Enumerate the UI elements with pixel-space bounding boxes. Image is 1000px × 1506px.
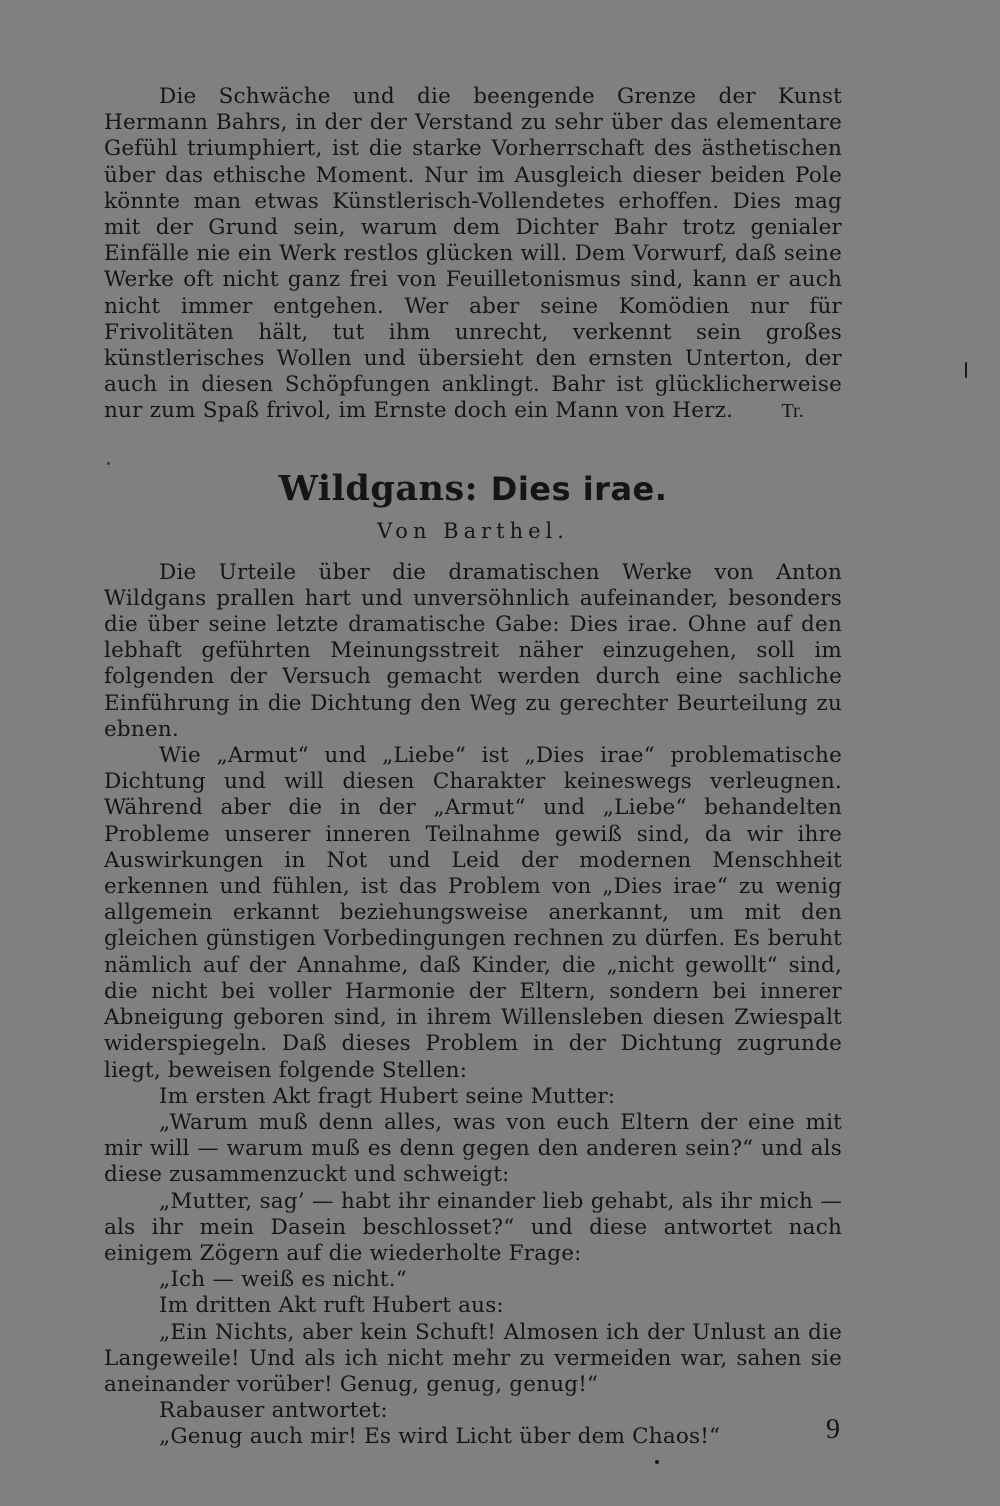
article-quote-2: „Mutter, sag’ — habt ihr einander lieb gehabt, als ihr mich — als ihr mein Dasein beschlosset?“ und diese antwortet nach einigem Zögern auf die wiederholte Frage: <box>104 1188 842 1266</box>
article-quote-5: „Genug auch mir! Es wird Licht über dem Chaos!“ <box>159 1424 721 1450</box>
page-number: 9 <box>826 1414 840 1445</box>
bahr-review-text: Die Schwäche und die beengende Grenze der Kunst Hermann Bahrs, in der der Verstand zu sehr über das elementare Gefühl triumphiert, ist die starke Vorherrschaft des ästhetischen über das ethische Moment. Nur im Ausgleich dieser beiden Pole könnte man etwas Künstlerisch-Vollendetes erhoffen. Dies mag mit der Grund sein, warum dem Dichter Bahr trotz genialer Einfälle nie ein Werk restlos glücken will. Dem Vorwurf, daß seine Werke oft nicht ganz frei von Feuilletonismus sind, kann er auch nicht immer entgehen. Wer aber seine Komödien nur für Frivolitäten hält, tut ihm unrecht, verkennt sein großes künstlerisches Wollen und übersieht den ernsten Unterton, der auch in diesen Schöpfungen anklingt. Bahr ist glücklicherweise nur zum Spaß frivol, im Ernste doch ein Mann von Herz. <box>104 84 842 424</box>
article-paragraph-1: Die Urteile über die dramatischen Werke von Anton Wildgans prallen hart und unversöhnlich aufeinander, besonders die über seine letzte dramatische Gabe: Dies irae. Ohne auf den lebhaft geführten Meinungsstreit näher einzugehen, soll im folgenden der Versuch gemacht werden durch eine sachliche Einführung in die Dichtung den Weg zu gerechter Beurteilung zu ebnen. <box>104 559 842 742</box>
article-quote-1: „Warum muß denn alles, was von euch Eltern der eine mit mir will — warum muß es denn gegen den anderen sein?“ und als diese zusammenzuckt und schweigt: <box>104 1109 842 1188</box>
ink-speck <box>655 1460 659 1464</box>
article-paragraph-2: Wie „Armut“ und „Liebe“ ist „Dies irae“ problematische Dichtung und will diesen Charakter keineswegs verleugnen. Während aber die in der „Armut“ und „Liebe“ behandelten Probleme unserer inneren Teilnahme gewiß sind, da wir ihre Auswirkungen in Not und Leid der modernen Menschheit erkennen und fühlen, ist das Problem von „Dies irae“ zu wenig allgemein erkannt beziehungsweise anerkannt, um mit den gleichen günstigen Vorbedingungen rechnen zu dürfen. Es beruht nämlich auf der Annahme, daß Kinder, die „nicht gewollt“ sind, die nicht bei voller Harmonie der Eltern, sondern bei innerer Abneigung geboren sind, in ihrem Willensleben diesen Zwiespalt widerspiegeln. Daß dieses Problem in der Dichtung zugrunde liegt, beweisen folgende Stellen: <box>104 743 842 1083</box>
article-title-name: Wildgans: <box>278 467 479 509</box>
article-byline: Von Barthel. <box>377 518 569 543</box>
ink-speck <box>965 362 967 378</box>
article-title-work: Dies irae. <box>490 469 668 508</box>
article-quote-4: „Ein Nichts, aber kein Schuft! Almosen ich der Unlust an die Langeweile! Und als ich nicht mehr zu vermeiden war, sahen sie aneinander vorüber! Genug, genug, genug!“ <box>104 1319 842 1397</box>
article-title <box>104 468 842 510</box>
article-paragraph-4: Im dritten Akt ruft Hubert aus: <box>159 1293 504 1319</box>
article-quote-3: „Ich — weiß es nicht.“ <box>159 1267 407 1293</box>
article-paragraph-5: Rabauser antwortet: <box>159 1398 388 1424</box>
bahr-review-paragraph <box>104 84 842 425</box>
article-paragraph-3: Im ersten Akt fragt Hubert seine Mutter: <box>159 1083 616 1109</box>
review-signature: Tr. <box>781 400 804 423</box>
ink-speck <box>107 462 110 465</box>
page-content <box>104 84 842 1451</box>
